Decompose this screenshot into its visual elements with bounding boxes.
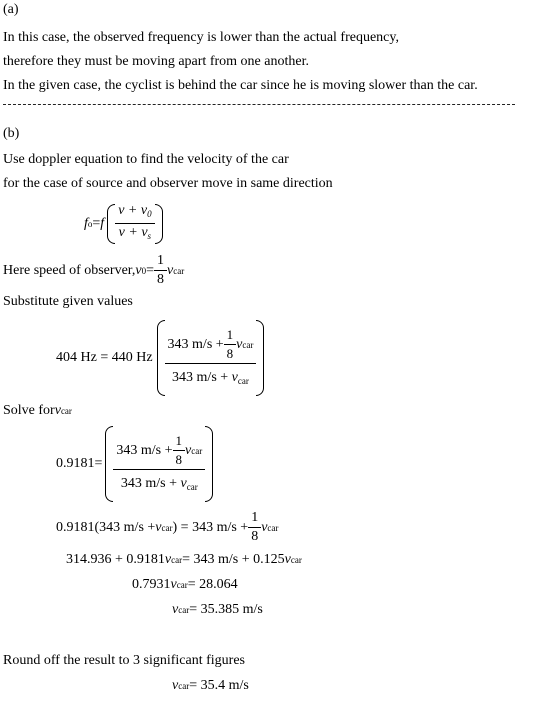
solution-step-5: v car = 35.385 m/s (172, 602, 263, 617)
solution-step-1: 0.9181= 343 m/s + $\frac{1}{8}$ v car 343 $m/s + v_{car}$ (56, 426, 213, 502)
solution-step-2: 0.9181(343 m/s + v car ) = 343 m/s + $\frac{1}{8}$ v car (56, 510, 279, 544)
section-divider (3, 104, 515, 105)
part-a-line-1: In this case, the observed frequency is lower than the actual frequency, (3, 30, 399, 45)
part-b-label: (b) (3, 126, 20, 141)
solution-step-3: 314.936 + 0.9181 v car = 343 m/s + 0.125 v car (66, 552, 302, 567)
doppler-equation: f o = f $\frac{v + v_0}{v + v_s}$ (84, 203, 163, 244)
round-off-text: Round off the result to 3 significant figures (3, 653, 245, 668)
solution-step-4: 0.7931 v car = 28.064 (132, 577, 238, 592)
part-a-line-3: In the given case, the cyclist is behind the car since he is moving slower than the car. (3, 78, 478, 93)
intro-line-2: for the case of source and observer move in same direction (3, 176, 333, 191)
observer-speed-line: Here speed of observer, v 0 = $\frac{1}{8}$ v car (3, 253, 185, 287)
solve-for-line: Solve for v car (3, 403, 72, 418)
substitution-equation: 404 Hz = 440 Hz 343 m/s + $\frac{1}{8}$ v car 343 $m/s + v_{car}$ (56, 320, 264, 396)
substitute-text: Substitute given values (3, 294, 133, 309)
intro-line-1: Use doppler equation to find the velocity of the car (3, 152, 289, 167)
final-answer: v car = 35.4 m/s (172, 678, 249, 693)
part-a-line-2: therefore they must be moving apart from one another. (3, 54, 309, 69)
part-a-label: (a) (3, 2, 19, 17)
